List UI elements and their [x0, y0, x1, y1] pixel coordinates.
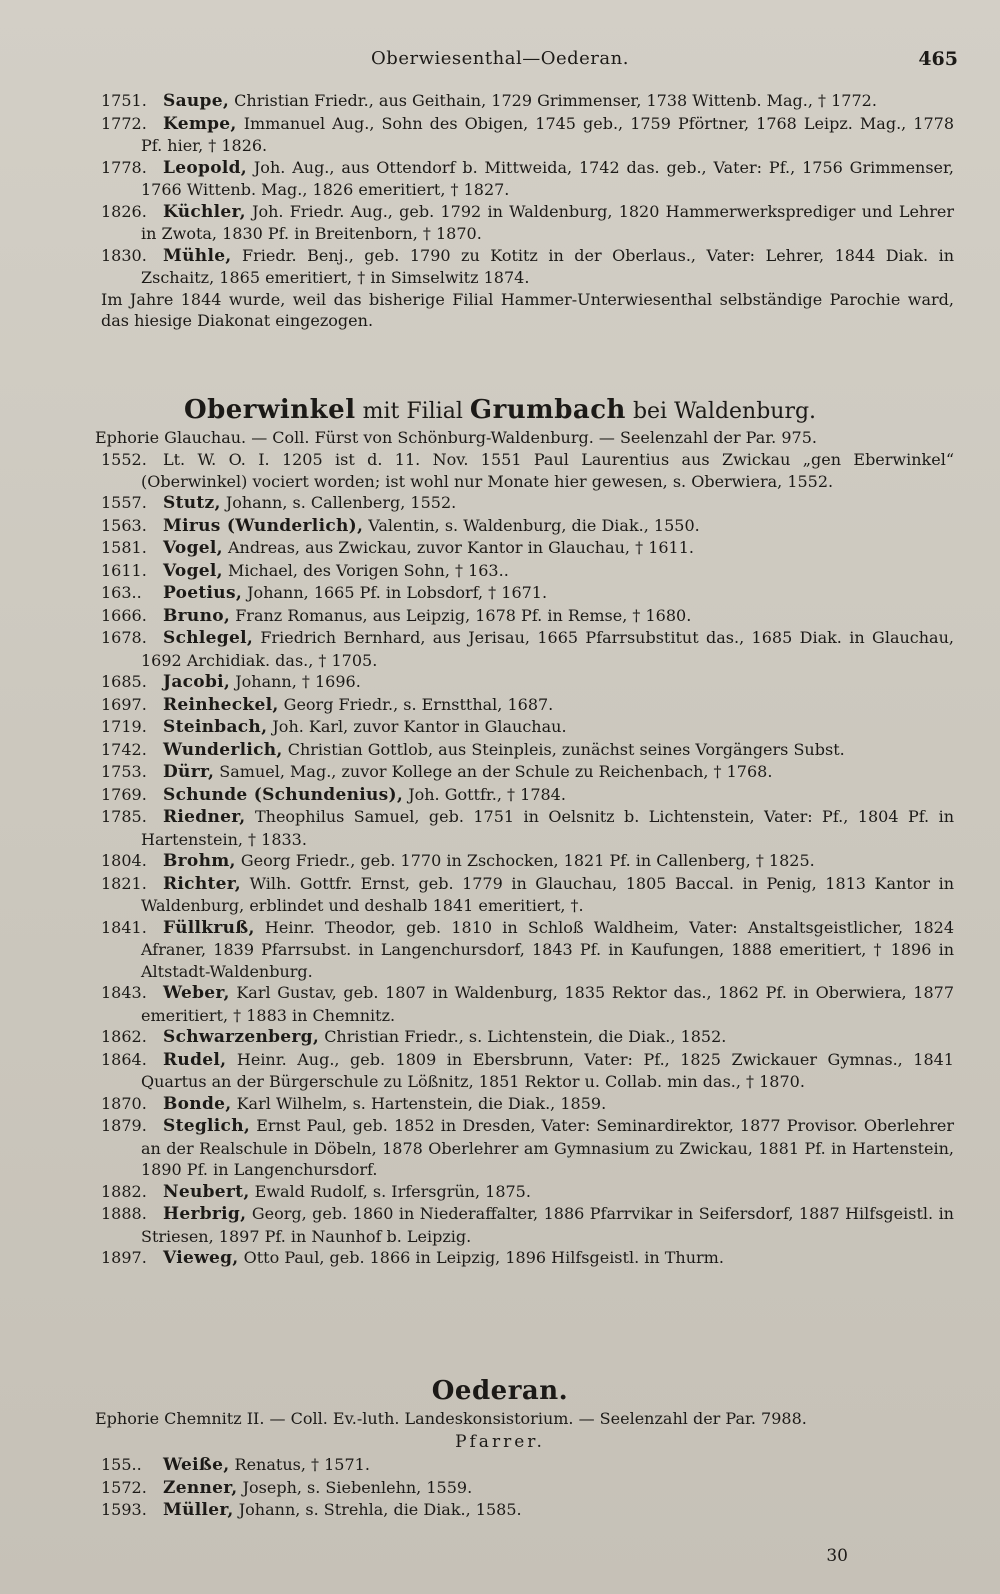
- heading-filial: Grumbach: [469, 395, 626, 425]
- entry-year: 1581.: [101, 538, 147, 557]
- entry-year: 1830.: [101, 245, 147, 265]
- page-number: 465: [918, 48, 958, 70]
- entry-year: 155..: [101, 1455, 142, 1474]
- entry-name: Bonde,: [163, 1093, 232, 1114]
- entry-text: Christian Friedr., aus Geithain, 1729 Grimmenser, 1738 Wittenb. Mag., † 1772.: [234, 91, 877, 110]
- entry-year: 1742.: [101, 739, 147, 759]
- entry-row: [0, 582, 1000, 605]
- entry-text: Andreas, aus Zwickau, zuvor Kantor in Glauchau, † 1611.: [227, 538, 694, 557]
- entry-name: Weiße,: [163, 1455, 230, 1475]
- entry-year: 1778.: [101, 157, 147, 177]
- entry-row: [0, 245, 1000, 289]
- subheading: Pfarrer.: [455, 1432, 545, 1452]
- section-oberwiesenthal: [0, 90, 1000, 332]
- entry-year: 1821.: [101, 873, 147, 893]
- entry-text: Johann, 1665 Pf. in Lobsdorf, † 1671.: [247, 583, 548, 602]
- entry-row: [0, 1454, 1000, 1477]
- running-head: [0, 48, 1000, 78]
- entry-text: Joh. Aug., aus Ottendorf b. Mittweida, 1742 das. geb., Vater: Pf., 1756 Grimmenser, 1766 Wittenb. Mag., 1826 emeritiert, † 1827.: [141, 157, 955, 199]
- entry-text: Joh. Karl, zuvor Kantor in Glauchau.: [272, 717, 567, 736]
- entry-text: Samuel, Mag., zuvor Kollege an der Schule zu Reichenbach, † 1768.: [219, 762, 773, 781]
- entry-name: Vogel,: [163, 538, 223, 558]
- entry-text: Georg, geb. 1860 in Niederaffalter, 1886 Pfarrvikar in Seifersdorf, 1887 Hilfsgeistl. in Striesen, 1897 Pf. in Naunhof b. Leipzig.: [141, 1204, 954, 1246]
- entry-row: [0, 761, 1000, 784]
- entry-row: [0, 784, 1000, 807]
- entry-row: [0, 201, 1000, 245]
- section-heading: [0, 1376, 1000, 1408]
- entry-name: Vieweg,: [163, 1248, 239, 1268]
- entry-year: 1897.: [101, 1248, 147, 1267]
- entry-row: [0, 113, 1000, 157]
- heading-connector: mit Filial: [362, 399, 463, 424]
- entry-year: 1826.: [101, 201, 147, 221]
- entry-name: Schlegel,: [163, 628, 254, 648]
- entry-row: [0, 515, 1000, 538]
- entry-year: 1769.: [101, 784, 147, 804]
- entry-row: [0, 492, 1000, 515]
- entry-text: Joh. Friedr. Aug., geb. 1792 in Waldenburg, 1820 Hammerwerksprediger und Lehrer in Zwota, 1830 Pf. in Breitenborn, † 1870.: [141, 201, 954, 243]
- entry-name: Brohm,: [163, 851, 236, 871]
- entry-text: Ernst Paul, geb. 1852 in Dresden, Vater: Seminardirektor, 1877 Provisor. Oberlehrer an der Realschule in Döbeln, 1878 Oberlehrer am Gymnasium zu Zwickau, 1881 Pf. in Hartenstein, 1890 Pf. in Langenchursdorf.: [141, 1116, 954, 1179]
- entry-name: Richter,: [163, 873, 242, 894]
- entry-name: Mirus (Wunderlich),: [163, 515, 364, 536]
- entry-row: [0, 560, 1000, 583]
- entry-row: [0, 850, 1000, 873]
- entry-row: [0, 605, 1000, 628]
- entry-name: Neubert,: [163, 1181, 250, 1202]
- entry-name: Wunderlich,: [163, 739, 283, 760]
- entry-row: [0, 982, 1000, 1026]
- heading-place: Oberwinkel: [183, 395, 356, 425]
- entry-name: Müller,: [163, 1500, 234, 1520]
- entry-text: Joh. Gottfr., † 1784.: [408, 784, 566, 804]
- entry-row: [0, 537, 1000, 560]
- entry-year: 1678.: [101, 628, 147, 647]
- entry-name: Steglich,: [163, 1116, 251, 1136]
- entry-row: [0, 873, 1000, 917]
- entry-text: Immanuel Aug., Sohn des Obigen, 1745 geb., 1759 Pförtner, 1768 Leipz. Mag., 1778 Pf. hier, † 1826.: [141, 113, 954, 155]
- running-title: Oberwiesenthal—Oederan.: [371, 48, 629, 69]
- heading-region: bei Waldenburg.: [632, 399, 817, 424]
- entry-row: [0, 1115, 1000, 1181]
- entry-text: Christian Friedr., s. Lichtenstein, die Diak., 1852.: [324, 1027, 727, 1046]
- entry-list: [0, 90, 1000, 289]
- entry-name: Weber,: [163, 983, 230, 1003]
- entry-name: Vogel,: [163, 560, 223, 581]
- signature-mark: 30: [826, 1546, 848, 1566]
- entry-name: Rudel,: [163, 1049, 227, 1070]
- entry-row: [0, 806, 1000, 850]
- entry-text: Ewald Rudolf, s. Irfersgrün, 1875.: [254, 1181, 531, 1201]
- entry-text: Renatus, † 1571.: [234, 1455, 370, 1474]
- entry-text: Heinr. Aug., geb. 1809 in Ebersbrunn, Vater: Pf., 1825 Zwickauer Gymnas., 1841 Quartus an der Bürgerschule zu Lößnitz, 1851 Rektor u. Collab. min das., † 1870.: [141, 1049, 954, 1091]
- section-meta: Ephorie Chemnitz II. — Coll. Ev.-luth. Landeskonsistorium. — Seelenzahl der Par. 7988.: [95, 1409, 807, 1428]
- entry-text: Otto Paul, geb. 1866 in Leipzig, 1896 Hilfsgeistl. in Thurm.: [243, 1248, 724, 1267]
- entry-text: Johann, † 1696.: [235, 672, 361, 691]
- entry-year: 1772.: [101, 113, 147, 133]
- entry-year: 1804.: [101, 851, 147, 870]
- entry-year: 1719.: [101, 717, 147, 736]
- entry-row: [0, 627, 1000, 671]
- entry-text: Friedrich Bernhard, aus Jerisau, 1665 Pfarrsubstitut das., 1685 Diak. in Glauchau, 1692 Archidiak. das., † 1705.: [141, 628, 954, 670]
- entry-row: [0, 1477, 1000, 1500]
- entry-name: Poetius,: [163, 583, 243, 603]
- entry-name: Schunde (Schundenius),: [163, 784, 404, 805]
- entry-year: 1841.: [101, 917, 147, 937]
- entry-row: [0, 917, 1000, 983]
- heading-place: Oederan.: [431, 1376, 569, 1406]
- entry-name: Küchler,: [163, 201, 246, 222]
- entry-year: 1864.: [101, 1049, 147, 1069]
- entry-year: 1785.: [101, 807, 147, 826]
- entry-text: Karl Gustav, geb. 1807 in Waldenburg, 1835 Rektor das., 1862 Pf. in Oberwiera, 1877 emeritiert, † 1883 in Chemnitz.: [141, 983, 954, 1025]
- entry-text: Friedr. Benj., geb. 1790 zu Kotitz in der Oberlaus., Vater: Lehrer, 1844 Diak. in Zschaitz, 1865 emeritiert, † in Simselwitz 1874.: [141, 245, 954, 287]
- entry-year: 1685.: [101, 672, 147, 691]
- entry-year: 1557.: [101, 493, 147, 512]
- entry-year: 1563.: [101, 515, 147, 535]
- entry-row: [0, 1499, 1000, 1522]
- entry-name: Saupe,: [163, 91, 230, 111]
- entry-row: [0, 1049, 1000, 1093]
- entry-name: Bruno,: [163, 605, 231, 626]
- entry-name: Kempe,: [163, 113, 237, 134]
- entry-year: 1552.: [101, 450, 147, 469]
- entry-row: [0, 1247, 1000, 1270]
- entry-year: 1751.: [101, 91, 147, 110]
- entry-year: 1862.: [101, 1027, 147, 1046]
- entry-text: Heinr. Theodor, geb. 1810 in Schloß Waldheim, Vater: Anstaltsgeistlicher, 1824 Afraner, 1839 Pfarrsubst. in Langenchursdorf, 1843 Pf. in Kaufungen, 1888 emeritiert, † 1896 in Altstadt-Waldenburg.: [141, 917, 954, 981]
- entry-year: 1879.: [101, 1116, 147, 1135]
- entry-year: 163..: [101, 583, 142, 602]
- entry-year: 1870.: [101, 1093, 147, 1113]
- entry-year: 1611.: [101, 560, 147, 580]
- entry-name: Reinheckel,: [163, 694, 279, 715]
- entry-year: 1753.: [101, 762, 147, 781]
- entry-text: Georg Friedr., geb. 1770 in Zschocken, 1821 Pf. in Callenberg, † 1825.: [240, 851, 815, 870]
- section-oberwinkel: [0, 395, 1000, 1270]
- entry-text: Johann, s. Strehla, die Diak., 1585.: [238, 1500, 522, 1519]
- entry-text: Wilh. Gottfr. Ernst, geb. 1779 in Glauchau, 1805 Baccal. in Penig, 1813 Kantor in Waldenburg, erblindet und deshalb 1841 emeritiert, †.: [141, 873, 954, 915]
- entry-row: [0, 1203, 1000, 1247]
- section-note: Im Jahre 1844 wurde, weil das bisherige Filial Hammer-Unterwiesenthal selbständige Parochie ward, das hiesige Diakonat eingezogen.: [101, 289, 954, 330]
- entry-name: Schwarzenberg,: [163, 1027, 320, 1047]
- entry-list: [0, 449, 1000, 1270]
- entry-text: Valentin, s. Waldenburg, die Diak., 1550.: [368, 515, 700, 535]
- entry-row: [0, 1026, 1000, 1049]
- entry-row: [0, 1093, 1000, 1116]
- entry-name: Steinbach,: [163, 717, 268, 737]
- entry-row: [0, 157, 1000, 201]
- entry-text: Franz Romanus, aus Leipzig, 1678 Pf. in Remse, † 1680.: [235, 605, 692, 625]
- entry-text: Karl Wilhelm, s. Hartenstein, die Diak., 1859.: [236, 1093, 607, 1113]
- entry-name: Dürr,: [163, 762, 215, 782]
- entry-row: [0, 671, 1000, 694]
- entry-text: Joseph, s. Siebenlehn, 1559.: [242, 1477, 473, 1497]
- entry-list: [0, 1454, 1000, 1522]
- entry-name: Mühle,: [163, 245, 232, 266]
- entry-row: [0, 90, 1000, 113]
- entry-year: 1593.: [101, 1500, 147, 1519]
- entry-year: 1843.: [101, 983, 147, 1002]
- entry-name: Zenner,: [163, 1477, 238, 1498]
- entry-row: [0, 716, 1000, 739]
- entry-name: Stutz,: [163, 493, 221, 513]
- entry-year: 1697.: [101, 694, 147, 714]
- entry-text: Lt. W. O. I. 1205 ist d. 11. Nov. 1551 Paul Laurentius aus Zwickau „gen Eberwinkel“ (Oberwinkel) vociert worden; ist wohl nur Monate hier gewesen, s. Oberwiera, 1552.: [141, 450, 954, 491]
- entry-name: Herbrig,: [163, 1204, 247, 1224]
- entry-row: [0, 1181, 1000, 1204]
- entry-name: Füllkruß,: [163, 917, 255, 938]
- entry-year: 1882.: [101, 1181, 147, 1201]
- entry-text: Georg Friedr., s. Ernstthal, 1687.: [283, 694, 554, 714]
- entry-text: Johann, s. Callenberg, 1552.: [225, 493, 457, 512]
- entry-year: 1572.: [101, 1477, 147, 1497]
- section-oederan: [0, 1376, 1000, 1522]
- entry-name: Riedner,: [163, 807, 246, 827]
- entry-name: Jacobi,: [163, 672, 231, 692]
- entry-text: Michael, des Vorigen Sohn, † 163..: [227, 560, 509, 580]
- entry-name: Leopold,: [163, 157, 247, 178]
- entry-row: [0, 449, 1000, 492]
- entry-text: Theophilus Samuel, geb. 1751 in Oelsnitz b. Lichtenstein, Vater: Pf., 1804 Pf. in Hartenstein, † 1833.: [141, 807, 955, 849]
- entry-row: [0, 694, 1000, 717]
- entry-year: 1888.: [101, 1204, 147, 1223]
- entry-row: [0, 739, 1000, 762]
- entry-text: Christian Gottlob, aus Steinpleis, zunächst seines Vorgängers Subst.: [287, 739, 845, 759]
- section-heading: [0, 395, 1000, 427]
- entry-year: 1666.: [101, 605, 147, 625]
- section-meta: Ephorie Glauchau. — Coll. Fürst von Schönburg-Waldenburg. — Seelenzahl der Par. 975.: [95, 428, 817, 447]
